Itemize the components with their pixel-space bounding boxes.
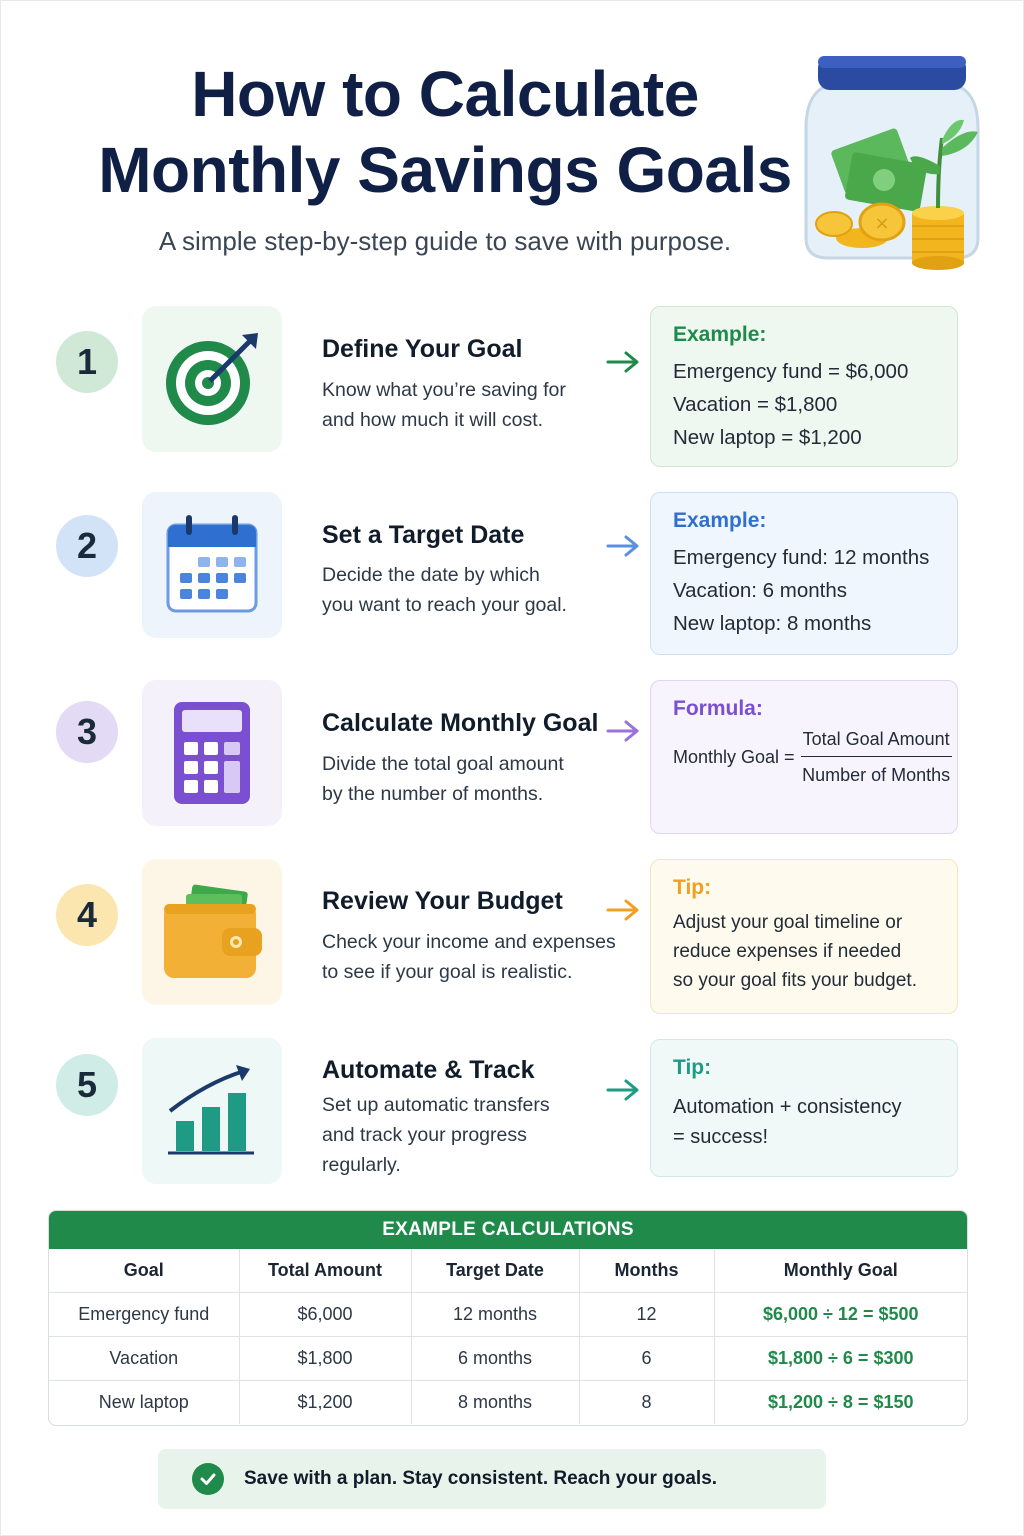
step-2-example-card <box>650 492 958 655</box>
formula-left: Monthly Goal = <box>673 747 795 767</box>
svg-text:×: × <box>874 213 890 234</box>
step-5-card-line: = success! <box>673 1126 769 1148</box>
step-4-card-line: Adjust your goal timeline or <box>673 912 903 933</box>
step-4-number-badge: 4 <box>56 884 118 946</box>
step-4-card-line: so your goal fits your budget. <box>673 970 917 991</box>
formula <box>673 729 951 786</box>
step-2-title: Set a Target Date <box>322 521 525 549</box>
calendar-icon <box>164 513 260 617</box>
cell-months: 6 <box>579 1336 714 1380</box>
table-header-row <box>49 1249 967 1292</box>
step-3-title: Calculate Monthly Goal <box>322 709 599 737</box>
column-header: Months <box>579 1249 714 1292</box>
step-4-icon-tile <box>142 859 282 1005</box>
cell-target-date: 8 months <box>411 1380 579 1424</box>
arrow-right-icon <box>606 534 642 558</box>
step-4-desc-line-1: Check your income and expenses <box>322 931 616 953</box>
step-3-formula-card <box>650 680 958 834</box>
step-2-card-line: Vacation: 6 months <box>673 579 847 602</box>
step-2-icon-tile <box>142 492 282 638</box>
footer-text: Save with a plan. Stay consistent. Reach your goals. <box>244 1468 718 1489</box>
step-4-title: Review Your Budget <box>322 887 563 915</box>
step-5-desc-line-1: Set up automatic transfers <box>322 1094 550 1116</box>
checkmark-icon <box>192 1463 224 1495</box>
cell-monthly-goal: $1,800 ÷ 6 = $300 <box>714 1336 967 1380</box>
step-4-card-label: Tip: <box>673 876 712 899</box>
step-2-card-line: New laptop: 8 months <box>673 612 872 635</box>
step-3-number-badge: 3 <box>56 701 118 763</box>
arrow-right-icon <box>606 350 642 374</box>
step-5-desc-line-2: and track your progress <box>322 1124 527 1146</box>
step-5-title: Automate & Track <box>322 1056 535 1084</box>
formula-numerator: Total Goal Amount <box>801 729 952 757</box>
target-icon <box>162 329 262 429</box>
cell-goal: New laptop <box>49 1380 239 1424</box>
step-1-desc-line-2: and how much it will cost. <box>322 409 544 431</box>
step-2-desc-line-1: Decide the date by which <box>322 564 540 586</box>
calculations-grid <box>49 1249 967 1424</box>
savings-jar-illustration <box>792 48 992 278</box>
step-4-tip-card <box>650 859 958 1014</box>
step-5-tip-card <box>650 1039 958 1177</box>
formula-fraction <box>801 729 952 786</box>
cell-total-amount: $1,200 <box>239 1380 411 1424</box>
cell-months: 12 <box>579 1292 714 1336</box>
step-3-card-label: Formula: <box>673 697 763 720</box>
step-1-example-card <box>650 306 958 467</box>
step-5-number-badge: 5 <box>56 1054 118 1116</box>
page-subtitle: A simple step-by-step guide to save with purpose. <box>158 226 732 256</box>
formula-denominator: Number of Months <box>802 765 951 785</box>
growth-chart-icon <box>166 1063 258 1159</box>
step-2-number-badge: 2 <box>56 515 118 577</box>
calculator-icon <box>172 700 252 806</box>
arrow-right-icon <box>606 1078 642 1102</box>
step-5-card-line: Automation + consistency <box>673 1096 902 1118</box>
table-row <box>49 1292 967 1336</box>
cell-target-date: 6 months <box>411 1336 579 1380</box>
cell-total-amount: $1,800 <box>239 1336 411 1380</box>
step-3-desc-line-1: Divide the total goal amount <box>322 753 564 775</box>
title-line-2: Monthly Savings Goals <box>98 134 792 206</box>
column-header: Total Amount <box>239 1249 411 1292</box>
step-1-number-badge: 1 <box>56 331 118 393</box>
table-heading: EXAMPLE CALCULATIONS <box>49 1211 967 1249</box>
column-header: Monthly Goal <box>714 1249 967 1292</box>
step-4-card-line: reduce expenses if needed <box>673 941 902 962</box>
arrow-right-icon <box>606 898 642 922</box>
step-1-card-line: Emergency fund = $6,000 <box>673 360 909 383</box>
step-3-desc-line-2: by the number of months. <box>322 783 544 805</box>
arrow-right-icon <box>606 719 642 743</box>
step-5-description <box>322 1090 622 1180</box>
step-1-card-label: Example: <box>673 323 767 346</box>
step-2-desc-line-2: you want to reach your goal. <box>322 594 567 616</box>
cell-monthly-goal: $1,200 ÷ 8 = $150 <box>767 1391 914 1412</box>
step-4-desc-line-2: to see if your goal is realistic. <box>322 961 573 983</box>
column-header: Target Date <box>411 1249 579 1292</box>
table-row <box>49 1380 967 1424</box>
step-1-description <box>322 375 622 435</box>
step-5-card-label: Tip: <box>673 1056 712 1079</box>
step-3-description <box>322 749 622 809</box>
step-2-card-line: Emergency fund: 12 months <box>673 546 930 569</box>
step-5-icon-tile <box>142 1038 282 1184</box>
cell-goal: Vacation <box>49 1336 239 1380</box>
table-row <box>49 1336 967 1380</box>
footer-banner <box>158 1449 826 1509</box>
wallet-icon <box>160 882 264 982</box>
cell-months: 8 <box>579 1380 714 1424</box>
page-title <box>0 56 890 208</box>
example-calculations-table <box>48 1210 968 1426</box>
step-1-card-line: Vacation = $1,800 <box>673 393 838 416</box>
step-1-desc-line-1: Know what you’re saving for <box>322 379 566 401</box>
step-2-card-label: Example: <box>673 509 767 532</box>
cell-total-amount: $6,000 <box>239 1292 411 1336</box>
step-1-icon-tile <box>142 306 282 452</box>
title-line-1: How to Calculate <box>191 58 699 130</box>
step-1-card-line: New laptop = $1,200 <box>673 426 862 449</box>
cell-monthly-goal: $6,000 ÷ 12 = $500 <box>714 1292 967 1336</box>
cell-goal: Emergency fund <box>49 1292 239 1336</box>
step-1-title: Define Your Goal <box>322 335 523 363</box>
step-4-description <box>322 927 642 987</box>
column-header: Goal <box>49 1249 239 1292</box>
step-3-icon-tile <box>142 680 282 826</box>
step-2-description <box>322 560 622 620</box>
step-5-desc-line-3: regularly. <box>322 1154 401 1176</box>
cell-target-date: 12 months <box>411 1292 579 1336</box>
